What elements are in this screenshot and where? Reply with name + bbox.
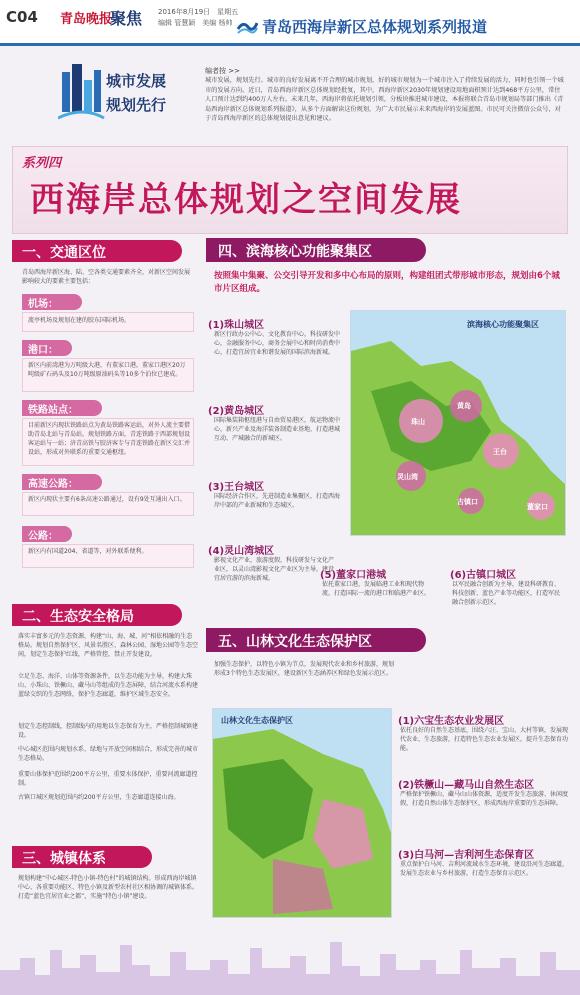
editor-note: 城市发展，规划先行。城市的良好发展离不开合理的城市规划，好的城市规划为一个城市注入了持续发展的活力，同时也引领一个城市的发展方向。近日，青岛西海岸新区总体规划经批复，其中，西海岸新区2030年规划建设用地面积预计达到468平方公里，常住人口预计达到约400万人左右。未来几年，西海岸将依托规划引领，分板块推进城市建设，本报将联合青岛市规划局等部门推出《青岛西海岸新区总体规划系列报道》，从多个方面解读这份规划，为广大市民展示未来西海岸的发展蓝图。市民可关注微信公众号，对于青岛西海岸新区的总体规划提出意见和建议。	[205, 77, 564, 122]
city-skyline-icon	[0, 930, 580, 995]
section-transport-heading: 一、交通区位	[12, 240, 182, 262]
mountain-map-graphic	[213, 709, 392, 918]
ecology-para1: 落实丰富多元的生态资源，构建“山、海、城、河”相依相融的生态格局。规划自然保护区、风景名胜区、森林公园、湿地公园等生态空间，划定生态保护红线，严格管控，禁止开发建设。	[18, 633, 199, 658]
page-header	[0, 0, 580, 46]
ecology-para3: 划定生态控制线，控制线内的用地以生态保育为主，严格控制城镇建设。	[18, 723, 199, 739]
logo-text-line2: 规划先行	[106, 96, 167, 114]
road-text: 新区内有国道204、省道等，对外联系便利。	[28, 548, 148, 555]
mzone1-title: (1)六宝生态农业发展区	[398, 716, 505, 727]
highway-heading: 高速公路：	[22, 474, 102, 490]
zone6-title: (6)古镇口城区	[450, 570, 517, 581]
port-heading: 港口：	[22, 340, 72, 356]
issue-date: 2016年8月19日 星期五	[158, 8, 239, 16]
highway-text: 新区内现状主要有6条高速公路通过，设有9处互通出入口。	[28, 496, 186, 503]
series-label: 系列四	[22, 156, 62, 171]
editor-note-title: 编者按 >>	[205, 67, 240, 75]
mzone1-text: 依托良好的自然生态基底，围绕六汪、宝山、大村等镇，发展现代农业、生态旅游，打造特色生态农业发展区，提升生态保育功能。	[400, 727, 569, 752]
mountain-area-map	[212, 708, 392, 918]
ecology-para4: 中心城区范围内规划水系、绿地与开放空间相结合，形成完善的城市生态格局。	[18, 746, 199, 762]
mountain-lead: 加强生态保护，以特色小镇为节点，发展现代农业和乡村旅游，规划形成3个特色生态发展区，建设新区生态涵养区和绿色发展示范区。	[214, 661, 395, 677]
mzone2-text: 严格保护铁橛山、藏马山山体资源，适度开发生态旅游、休闲度假，打造自然山体生态保护区，形成西海岸重要的生态屏障。	[400, 791, 569, 807]
mzone3-text: 重点保护白马河、吉利河流域水生态环境，建设沿河生态廊道，发展生态农业与乡村旅游，打造生态保育示范区。	[400, 861, 569, 877]
section-towns-heading: 三、城镇体系	[12, 846, 152, 868]
rail-text: 目前新区内现状铁路站点为黄岛铁路客运站，对外人流主要借助青岛北站与青岛站。规划铁路方面，青连铁路于西部规划设客运站与一站；济青高铁与胶济客专与青连铁路在新区交汇并设站，形成对外联系的重要交通枢纽。	[28, 422, 191, 456]
map-label-wangtai: 王台	[493, 448, 507, 456]
zone3-text: 国际经济合作区，先进制造业集聚区，打造西海岸中部的产业新城和生态城区。	[214, 493, 341, 509]
core-area-map	[350, 310, 566, 536]
rail-heading: 铁路站点：	[22, 400, 102, 416]
zone5-text: 依托董家口港，发展临港工业和现代物流，打造国际一流的港口和临港产业区。	[322, 581, 431, 597]
airport-text: 流亭机场及规划在建的胶东国际机场。	[28, 317, 131, 324]
section-ecology-heading: 二、生态安全格局	[12, 604, 182, 626]
towns-para: 规划构建“中心城区-特色小镇-特色村”的城镇结构。形成西海岸城镇中心、各重要功能区、特色小镇及新型农村社区相协调的城镇体系。打造“蓝色宜居宜业之都”，实施“特色小镇”建设。	[18, 875, 199, 900]
core-map-title: 滨海核心功能聚集区	[467, 320, 539, 329]
mountain-map-title: 山林文化生态保护区	[221, 716, 293, 725]
page-number: C04	[6, 8, 38, 26]
newspaper-name: 青岛晚报	[60, 12, 113, 27]
airport-heading: 机场：	[22, 294, 82, 310]
ecology-para5: 重要山体保护范围约200平方公里，重要水体保护，重要河流廊道控制。	[18, 771, 198, 787]
map-label-lingshanwan: 灵山湾	[397, 473, 418, 481]
ecology-para6: 古镇口城区规划范围内约200平方公里，生态廊道连接山海。	[18, 794, 180, 801]
road-heading: 公路：	[22, 526, 72, 542]
zone2-text: 国际集装箱枢纽港与自由贸易港区，航运物流中心，新兴产业及海洋装备制造业基地，打造港城互动、产城融合的新城区。	[214, 417, 341, 442]
series-banner: 青岛西海岸新区总体规划系列报道	[262, 18, 488, 36]
zone6-text: 以军民融合创新为主导，建设科研教育、科技创新、蓝色产业等功能区，打造军民融合创新示范区。	[452, 581, 561, 606]
map-label-dongjiakou: 董家口	[527, 503, 548, 511]
logo-text-line1: 城市发展	[106, 72, 167, 90]
zone2-title: (2)黄岛城区	[208, 406, 265, 417]
section-name: 聚焦	[110, 9, 143, 28]
ecology-para2: 立足生态、海洋、山体等资源条件，以生态功能为主导，构建大珠山、小珠山、铁橛山、藏马山等组成的生态屏障，结合河流水系构建蓝绿交织的生态网络，保护生态廊道，维护区域生态安全。	[18, 673, 199, 698]
section-core-heading: 四、滨海核心功能聚集区	[206, 238, 426, 262]
transport-lead: 青岛西海岸新区海、陆、空各类交通要素齐全，对新区空间发展影响较大的要素主要包括：	[22, 269, 191, 285]
wave-logo-icon	[236, 15, 258, 37]
zone3-title: (3)王台城区	[208, 482, 265, 493]
map-label-guzhenkou: 古镇口	[457, 498, 478, 506]
section-mountain-heading: 五、山林文化生态保护区	[206, 628, 426, 652]
zone1-text: 新区行政办公中心、文化教育中心，科技研发中心，金融服务中心，商务会展中心和时尚消费中心，打造宜居宜业和谐发展的国际滨海新城。	[214, 331, 341, 356]
zone1-title: (1)珠山城区	[208, 320, 265, 331]
issue-meta	[158, 7, 238, 29]
map-label-zhushan: 珠山	[411, 418, 425, 426]
zone5-title: (5)董家口港城	[320, 570, 387, 581]
port-text: 新区内前湾港为万吨级大港，有董家口港。董家口港区20万吨级矿石码头及10万吨级原油码头等10多个泊位已建成。	[28, 362, 186, 378]
core-principle: 按照集中集聚、公交引导开发和多中心布局的原则，构建组团式带形城市形态，规划由6个城市片区组成。	[214, 271, 560, 294]
mzone3-title: (3)白马河—吉利河生态保育区	[398, 850, 535, 861]
main-title: 西海岸总体规划之空间发展	[30, 180, 462, 220]
zone4-text: 影视文化产业，旅游度假，科技研发与文化产业区，以灵山湾影视文化产业区为主导，建设宜居宜游的滨海新城。	[214, 557, 335, 582]
zone4-title: (4)灵山湾城区	[208, 546, 275, 557]
map-label-huangdao: 黄岛	[457, 402, 471, 410]
mzone2-title: (2)铁橛山—藏马山自然生态区	[398, 780, 535, 791]
editor-credits: 编辑 管慧颖 美编 杨帅	[158, 19, 233, 27]
